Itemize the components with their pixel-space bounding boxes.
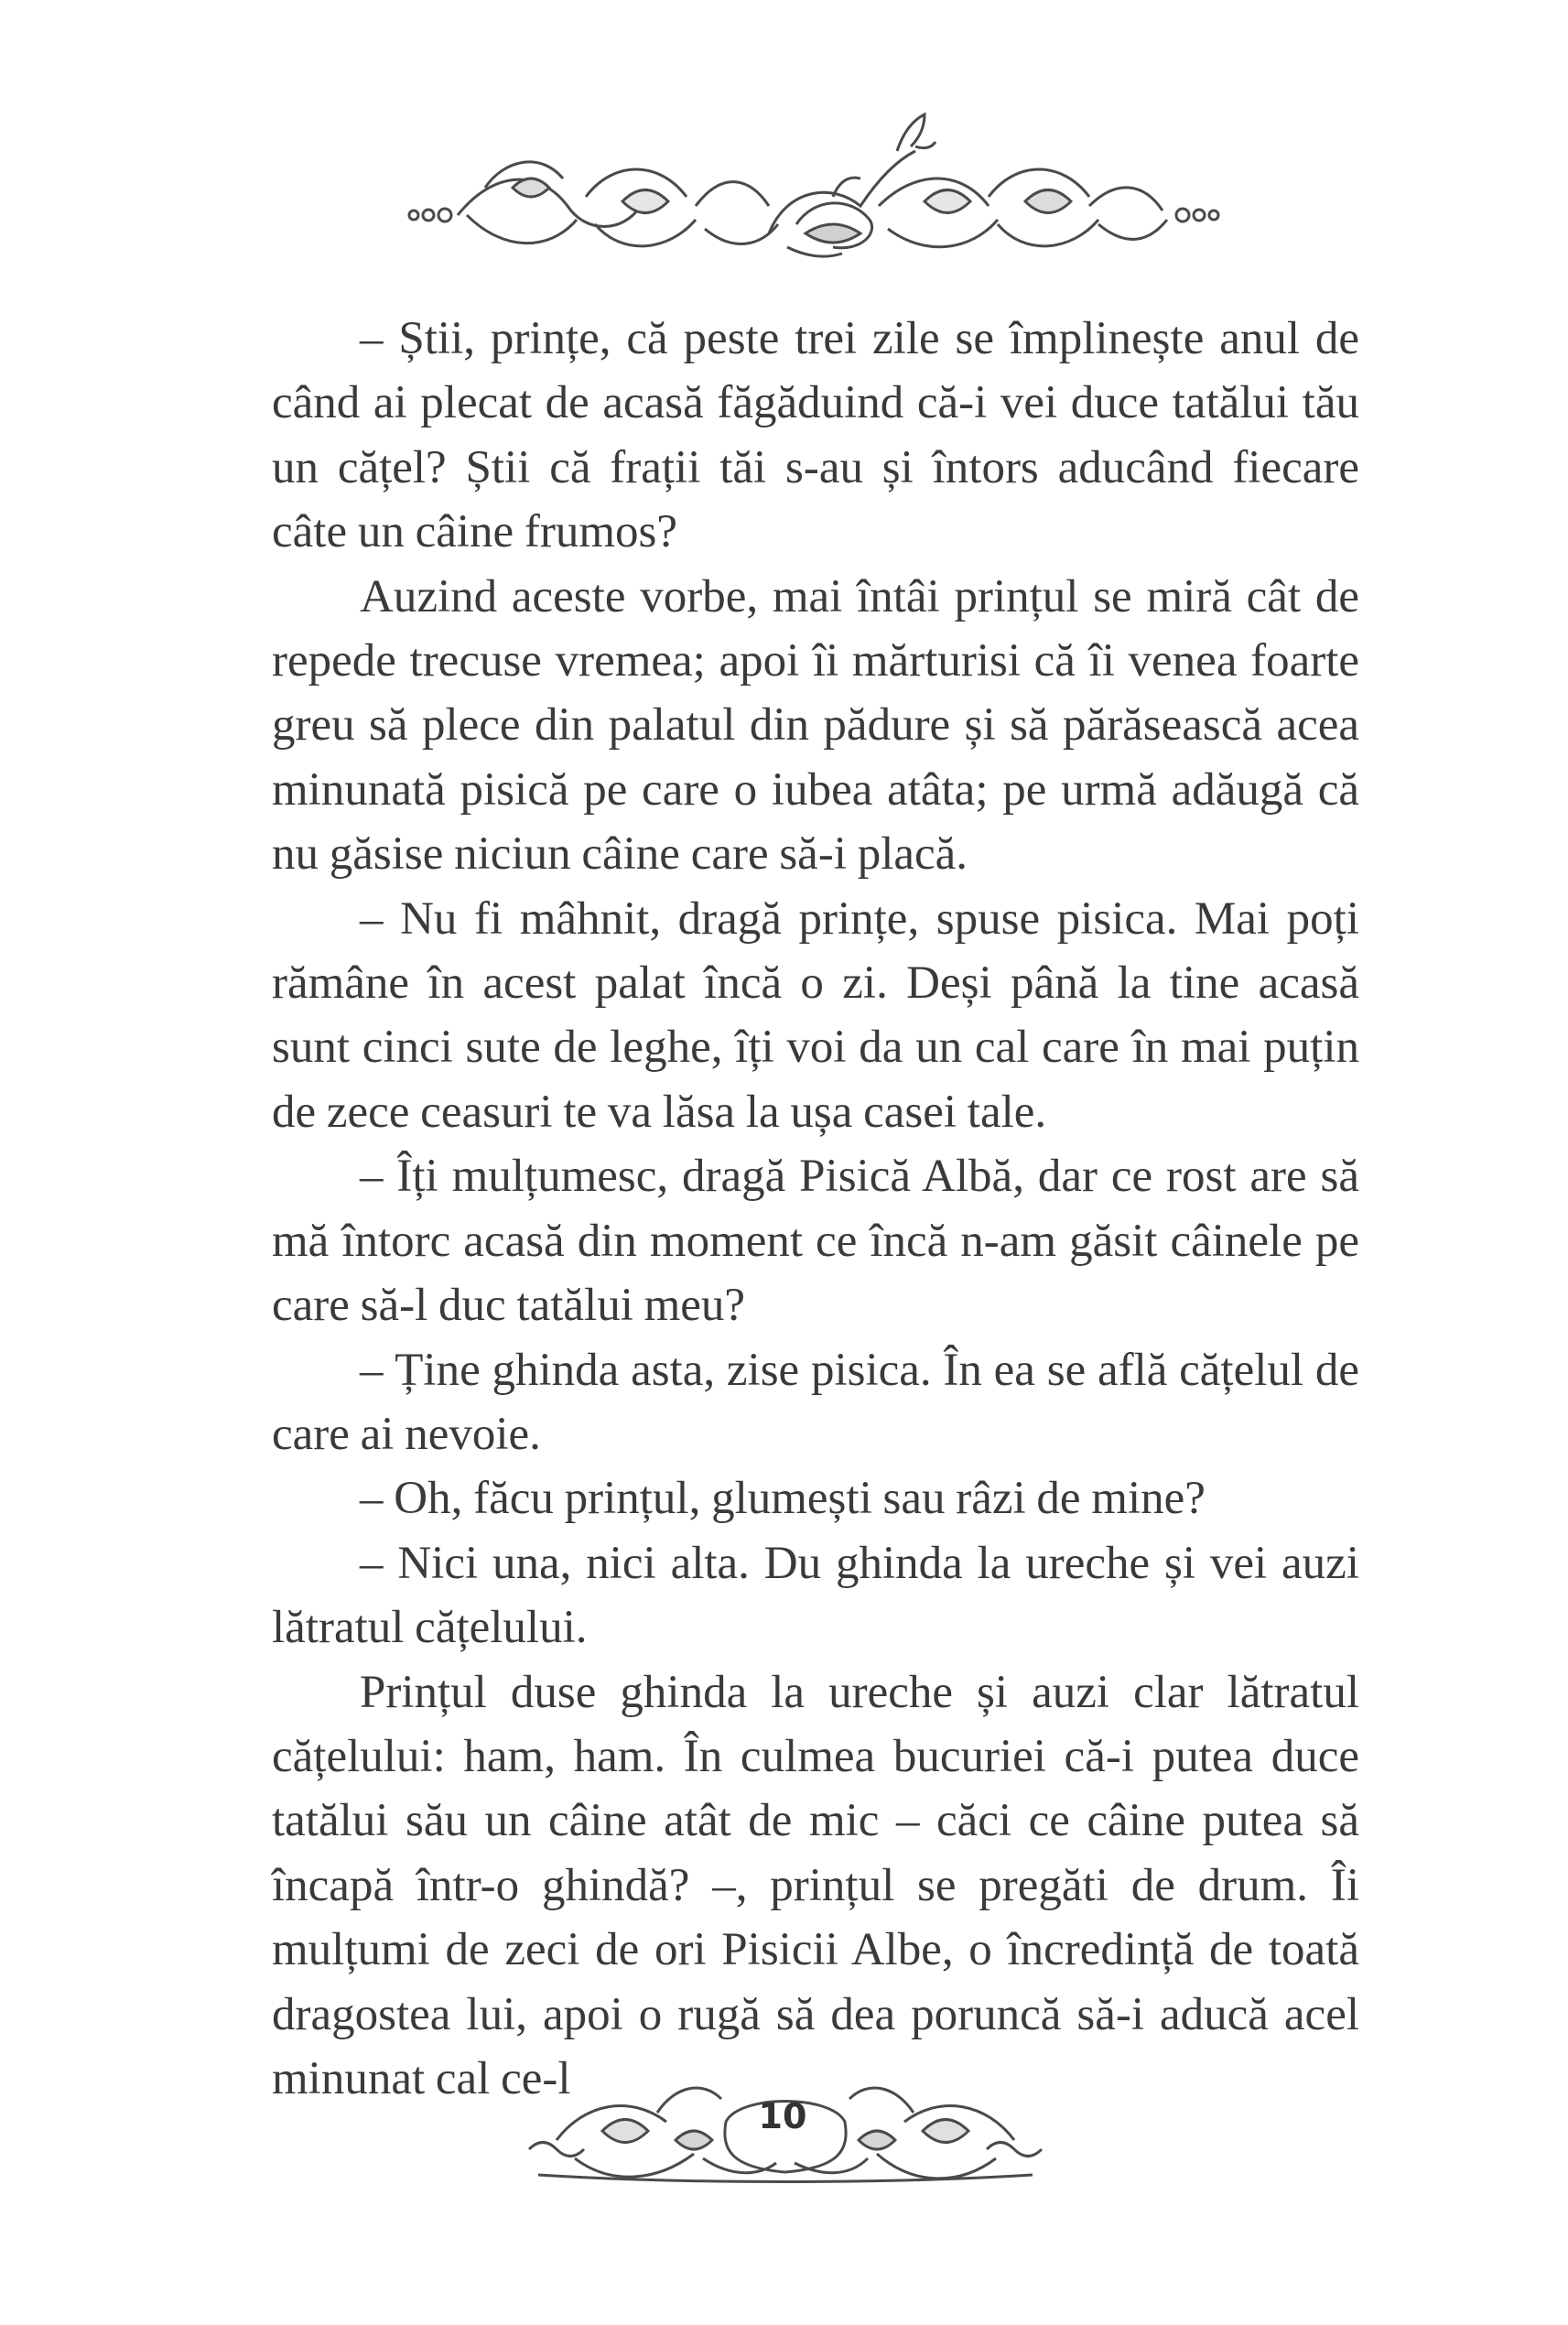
paragraph: – Știi, prințe, că peste trei zile se împlinește anul de când ai plecat de acasă făgăduind că-i vei duce tatălui tău un cățel? Știi că frații tăi s-au și întors aducând fiecare câte un câine frumos?	[272, 313, 1359, 558]
paragraph: – Nici una, nici alta. Du ghinda la ureche și vei auzi lătratul cățelului.	[272, 1537, 1359, 1654]
top-floral-ornament-icon	[403, 96, 1227, 261]
paragraph: – Nu fi mâhnit, dragă prințe, spuse pisica. Mai poți rămâne în acest palat încă o zi. Deși până la tine acasă sunt cinci sute de leghe, îți voi da un cal care în mai puțin de zece ceasuri te va lăsa la ușa casei tale.	[272, 892, 1359, 1138]
paragraph: Prințul duse ghinda la ureche și auzi clar lătratul cățelului: ham, ham. În culmea bucuriei că-i putea duce tatălui său un câine atât de mic – căci ce câine putea să încapă într-o ghindă? –, prințul se pregăti de drum. Îi mulțumi de zeci de ori Pisicii Albe, o încredință de toată dragostea lui, apoi o rugă să dea poruncă să-i aducă acel minunat cal ce-l	[272, 1666, 1359, 2104]
page-number: 10	[758, 2096, 807, 2136]
paragraph: – Oh, făcu prințul, glumești sau râzi de mine?	[360, 1473, 1206, 1525]
paragraph: – Îți mulțumesc, dragă Pisică Albă, dar ce rost are să mă întorc acasă din moment ce încă n-am găsit câinele pe care să-l duc tatălui meu?	[272, 1151, 1359, 1332]
paragraph: – Ține ghinda asta, zise pisica. În ea se află cățelul de care ai nevoie.	[272, 1344, 1359, 1460]
paragraph: Auzind aceste vorbe, mai întâi prințul se miră cât de repede trecuse vremea; apoi îi mărturisi că îi venea foarte greu să plece din palatul din pădure și să părăsească acea minunată pisică pe care o iubea atâta; pe urmă adăugă că nu găsise niciun câine care să-i placă.	[272, 570, 1359, 881]
story-text	[272, 307, 1359, 2111]
